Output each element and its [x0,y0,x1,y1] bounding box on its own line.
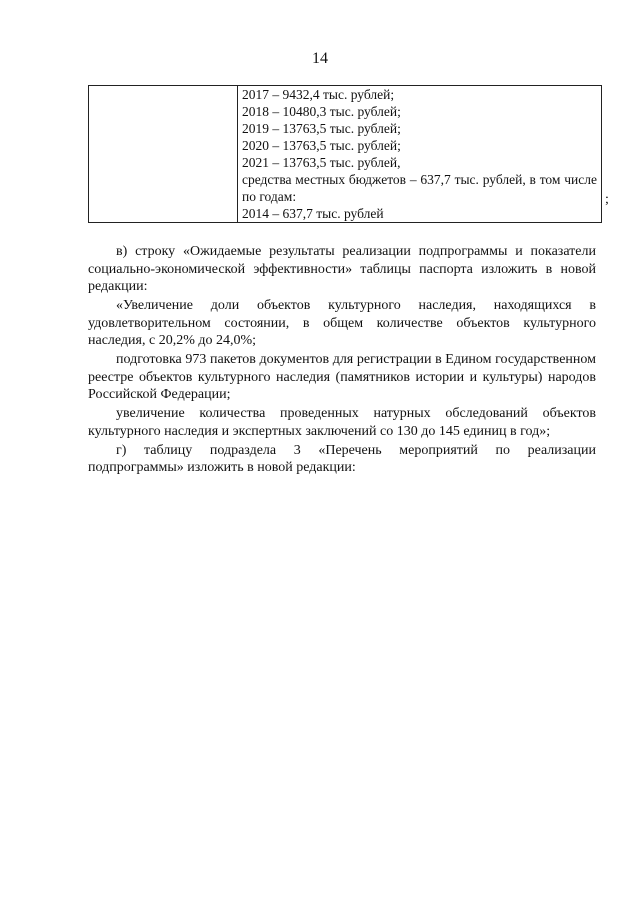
budget-line-2020: 2020 – 13763,5 тыс. рублей; [242,138,401,153]
budget-line-2019: 2019 – 13763,5 тыс. рублей; [242,121,401,136]
page-number: 14 [312,50,328,67]
budget-line-2021: 2021 – 13763,5 тыс. рублей, [242,155,401,170]
paragraph-registration: подготовка 973 пакетов документов для регистрации в Едином государственном реестре объектов культурного наследия (памятников истории и культуры) народов Российской Федерации; [88,352,596,402]
table-row [89,86,602,223]
table-cell-empty [89,86,238,223]
document-body [88,243,596,478]
paragraph-surveys: увеличение количества проведенных натурных обследований объектов культурного наследия и экспертных заключений со 130 до 145 единиц в год»; [88,406,596,439]
paragraph-item-g: г) таблицу подраздела 3 «Перечень мероприятий по реализации подпрограммы» изложить в новой редакции: [88,442,596,475]
paragraph-item-v: в) строку «Ожидаемые результаты реализации подпрограммы и показатели социально-экономической эффективности» таблицы паспорта изложить в новой редакции: [88,244,596,294]
local-budgets-line: средства местных бюджетов – 637,7 тыс. рублей, в том числе по годам: [242,172,597,204]
budget-line-2018: 2018 – 10480,3 тыс. рублей; [242,104,401,119]
table-closing-mark: ; [605,192,609,207]
table-cell-funding [238,86,602,223]
budget-table [88,85,602,223]
paragraph-share-increase: «Увеличение доли объектов культурного наследия, находящихся в удовлетворительном состоянии, в общем количестве объектов культурного наследия, с 20,2% до 24,0%; [88,298,596,348]
budget-line-2014: 2014 – 637,7 тыс. рублей [242,206,384,221]
budget-line-2017: 2017 – 9432,4 тыс. рублей; [242,87,395,102]
